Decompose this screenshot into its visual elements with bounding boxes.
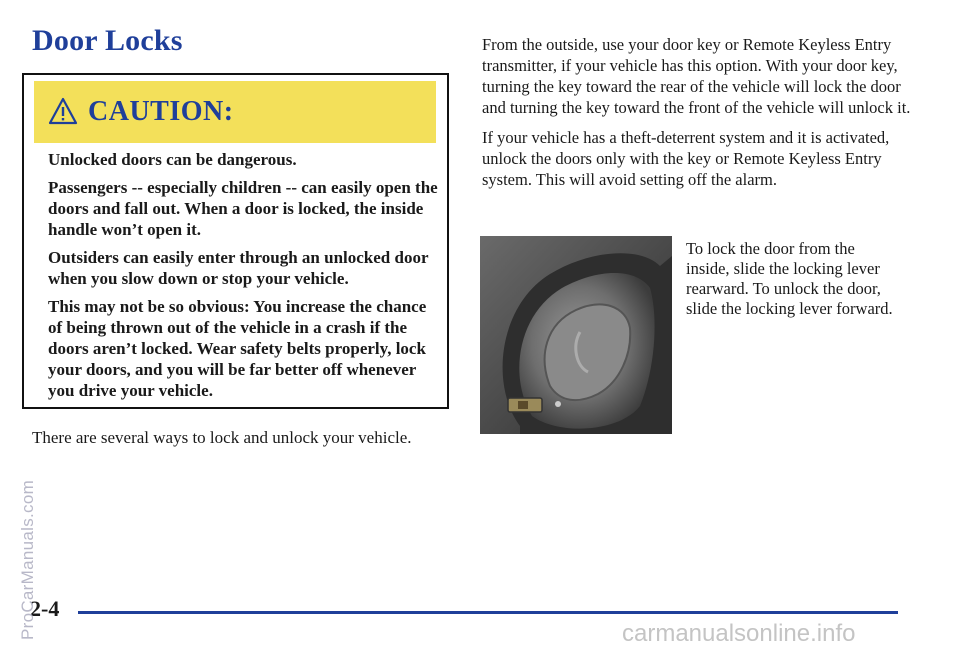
caution-band [34, 81, 436, 143]
photo-caption: To lock the door from the inside, slide the locking lever rearward. To unlock the door, slide the locking lever forward. [686, 239, 893, 318]
caution-body [48, 149, 440, 408]
caution-paragraph: This may not be so obvious: You increase the chance of being thrown out of the vehicle in a crash if the doors aren’t locked. Wear safety belts properly, lock your doors, and you will be far better off whenever you drive your vehicle. [48, 297, 427, 400]
theft-deterrent-paragraph: If your vehicle has a theft-deterrent system and it is activated, unlock the doors only with the key or Remote Keyless Entry system. This will avoid setting off the alarm. [482, 128, 890, 189]
side-watermark: ProCarManuals.com [18, 479, 37, 640]
caution-box [22, 73, 449, 409]
bottom-watermark: carmanualsonline.info [622, 620, 856, 647]
footer-rule [78, 611, 898, 614]
right-column [482, 34, 912, 199]
intro-paragraph: There are several ways to lock and unlock your vehicle. [32, 428, 412, 447]
door-lock-photo [480, 236, 672, 434]
page-number: 2-4 [30, 596, 60, 621]
warning-triangle-icon [48, 97, 78, 125]
caution-heading: CAUTION: [88, 96, 234, 127]
page-title: Door Locks [32, 24, 183, 57]
caution-paragraph: Outsiders can easily enter through an unlocked door when you slow down or stop your vehicle. [48, 248, 429, 288]
caution-paragraph: Unlocked doors can be dangerous. [48, 150, 297, 169]
caution-paragraph: Passengers -- especially children -- can easily open the doors and fall out. When a door is locked, the inside handle won’t open it. [48, 178, 438, 239]
outside-lock-paragraph: From the outside, use your door key or Remote Keyless Entry transmitter, if your vehicle has this option. With your door key, turning the key toward the rear of the vehicle will lock the door and turning the key toward the front of the vehicle will unlock it. [482, 35, 911, 117]
